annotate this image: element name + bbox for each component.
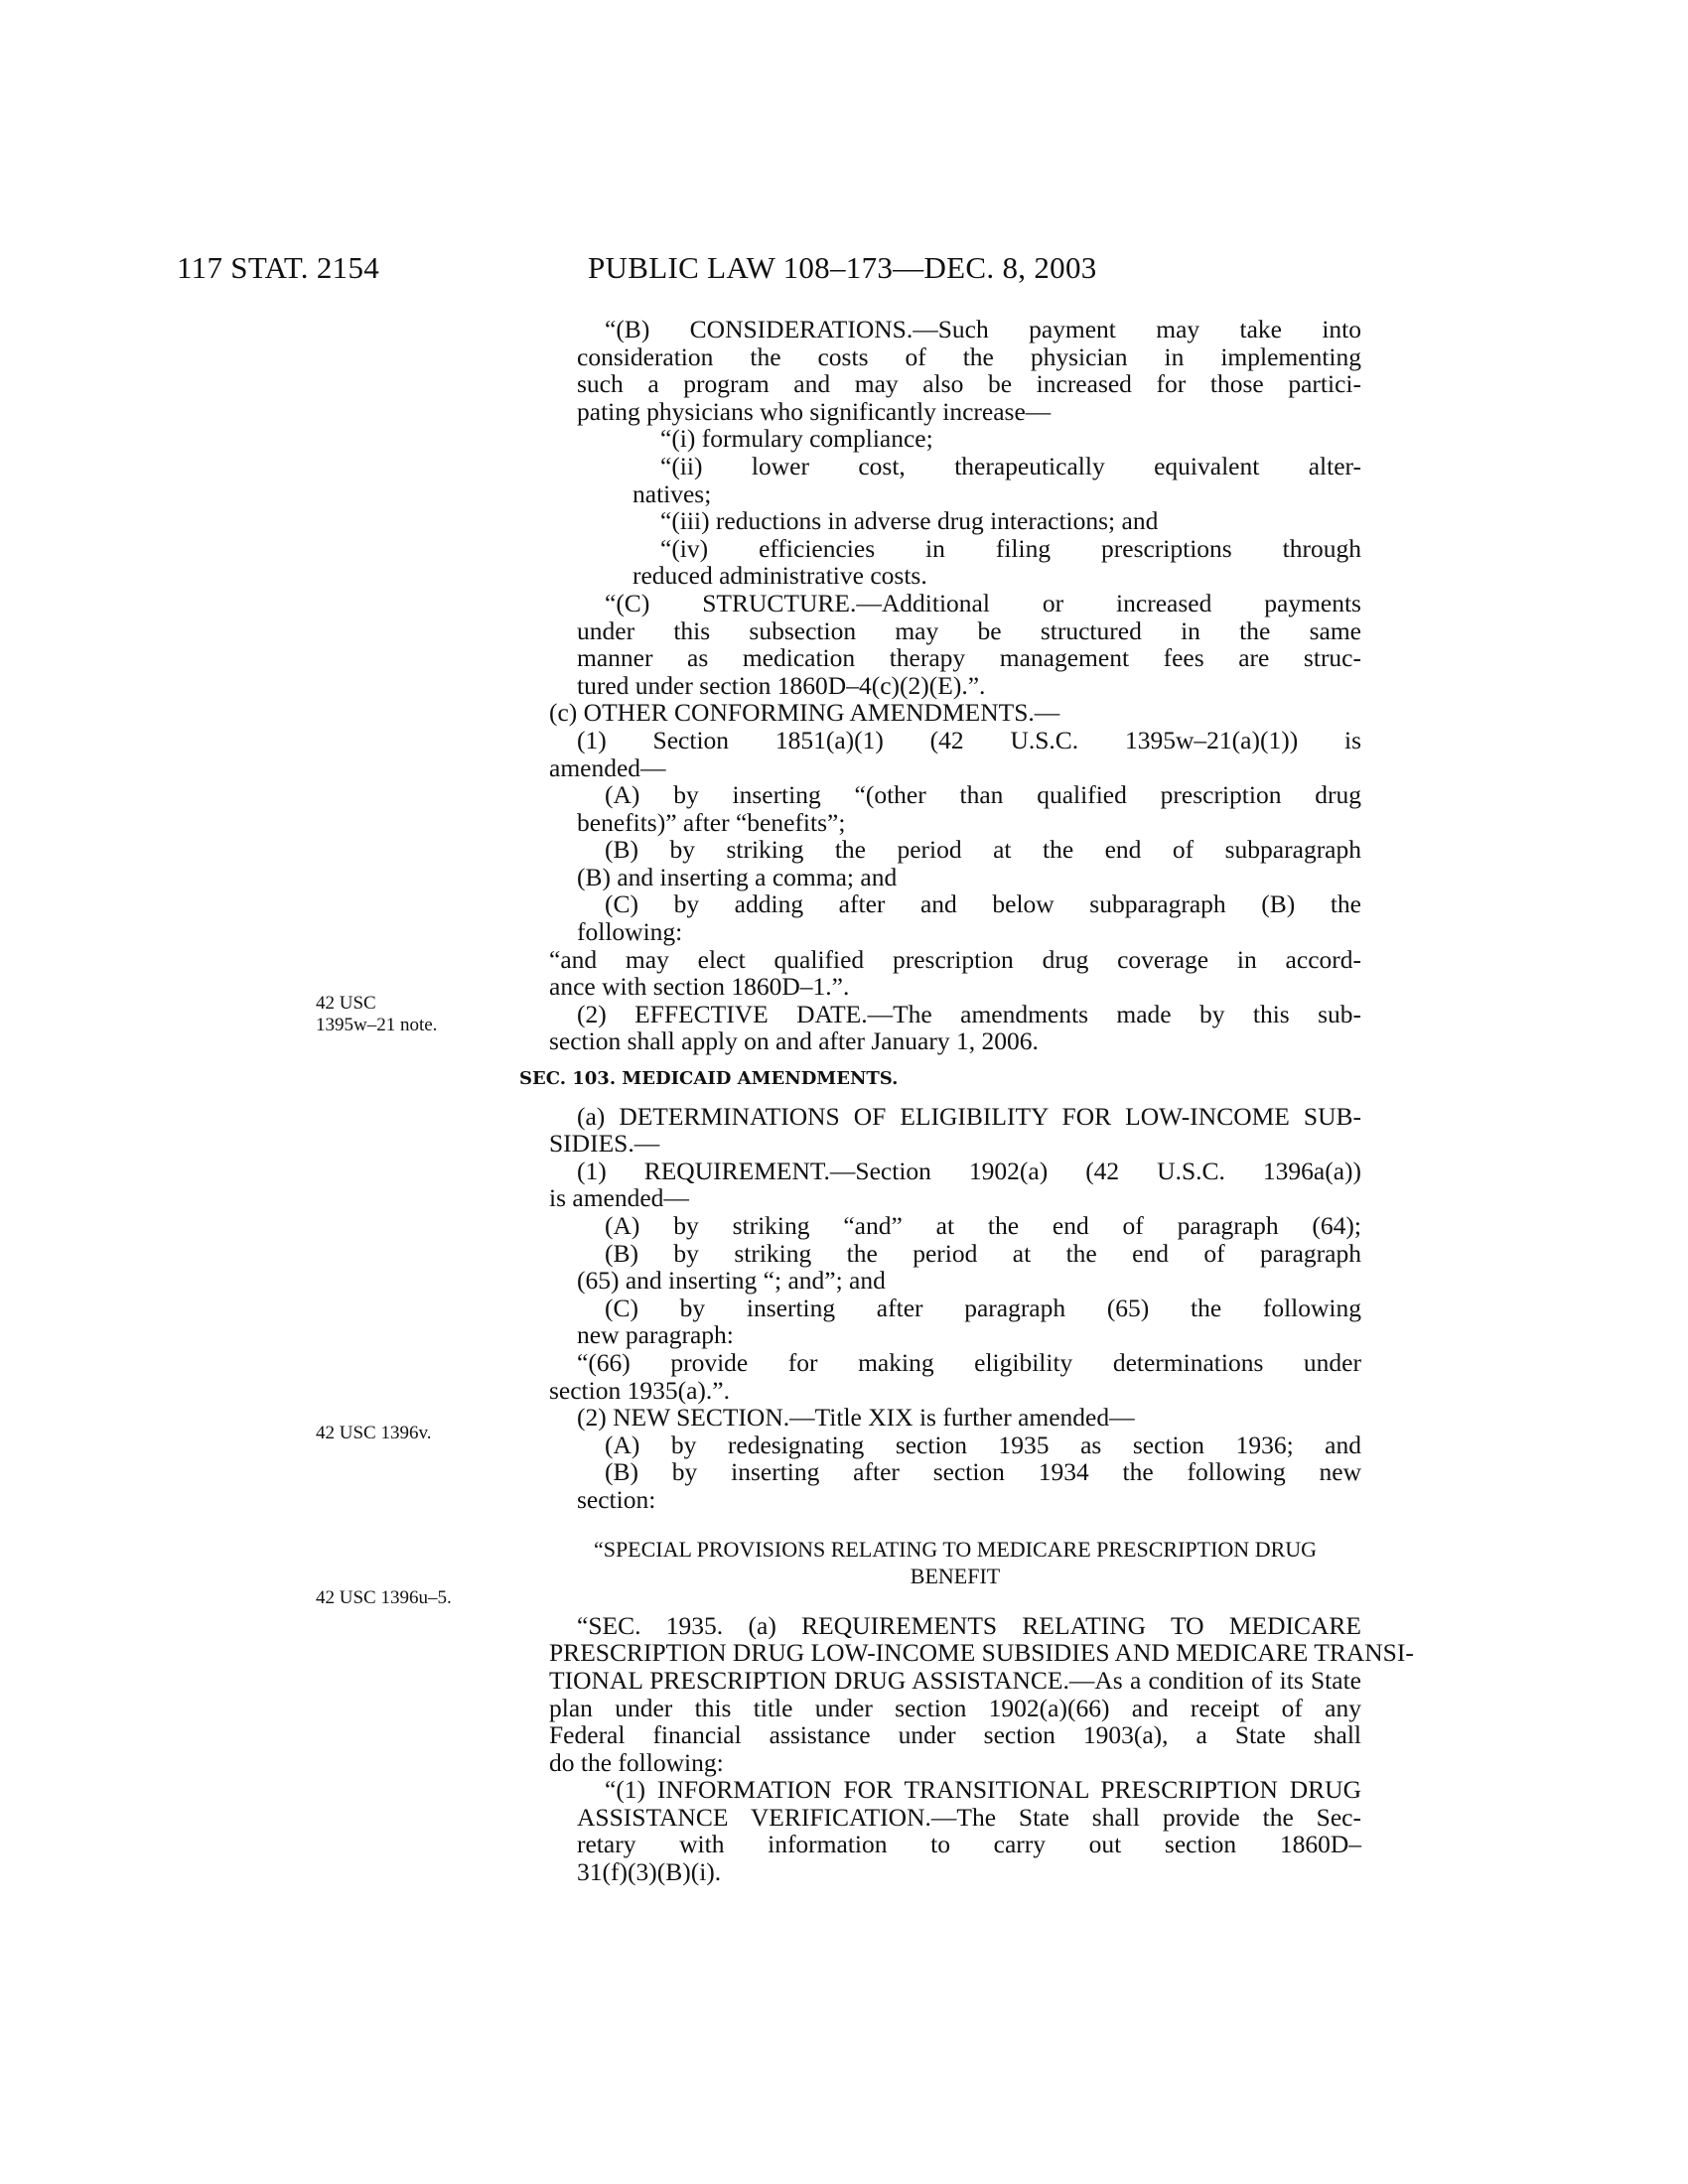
text-line: is amended— xyxy=(549,1183,689,1213)
text-line: Federal financial assistance under section 1903(a), a State shall xyxy=(549,1720,1361,1750)
text-line: SIDIES.— xyxy=(549,1129,660,1159)
text-line: new paragraph: xyxy=(577,1320,734,1350)
text-line: plan under this title under section 1902(a)(66) and receipt of any xyxy=(549,1693,1361,1722)
text-line: (B) by striking the period at the end of subparagraph xyxy=(605,835,1361,865)
text-line: (1) Section 1851(a)(1) (42 U.S.C. 1395w–21(a)(1)) is xyxy=(577,725,1361,754)
text-line: tured under section 1860D–4(c)(2)(E).”. xyxy=(577,670,986,700)
text-line: (1) REQUIREMENT.—Section 1902(a) (42 U.S.C. 1396a(a)) xyxy=(577,1156,1361,1185)
text-line: (A) by striking “and” at the end of paragraph (64); xyxy=(605,1211,1361,1240)
text-line: “and may elect qualified prescription drug coverage in accord- xyxy=(549,944,1361,974)
text-line: pating physicians who significantly increase— xyxy=(577,396,1052,426)
text-line: (B) and inserting a comma; and xyxy=(577,862,898,891)
text-line: ance with section 1860D–1.”. xyxy=(549,972,850,1002)
text-line: (C) by adding after and below subparagraph (B) the xyxy=(605,889,1361,919)
text-line: “(66) provide for making eligibility determinations under xyxy=(577,1347,1361,1377)
text-line: (2) EFFECTIVE DATE.—The amendments made by this sub- xyxy=(577,999,1361,1028)
text-line: (C) by inserting after paragraph (65) the following xyxy=(605,1293,1361,1322)
text-line: under this subsection may be structured in the same xyxy=(577,615,1361,645)
list-item: “(i) formulary compliance; xyxy=(660,424,933,454)
list-item: “(iii) reductions in adverse drug interactions; and xyxy=(660,506,1159,536)
special-provisions-heading-line2: BENEFIT xyxy=(910,1564,1001,1589)
margin-note-1396u5: 42 USC 1396u–5. xyxy=(316,1587,452,1608)
text-line: (a) DETERMINATIONS OF ELIGIBILITY FOR LOW-INCOME SUB- xyxy=(577,1101,1361,1131)
subsection-heading: (c) OTHER CONFORMING AMENDMENTS.— xyxy=(549,698,1060,728)
text-line: PRESCRIPTION DRUG LOW-INCOME SUBSIDIES AND MEDICARE TRANSI- xyxy=(549,1638,1414,1668)
text-line: (65) and inserting “; and”; and xyxy=(577,1266,886,1296)
text-line: section shall apply on and after January 1, 2006. xyxy=(549,1026,1039,1056)
text-line: benefits)” after “benefits”; xyxy=(577,807,846,837)
list-item: reduced administrative costs. xyxy=(633,561,927,591)
text-line: “(B) CONSIDERATIONS.—Such payment may take into xyxy=(605,315,1361,343)
section-heading: SEC. 103. MEDICAID AMENDMENTS. xyxy=(519,1068,899,1090)
text-line: consideration the costs of the physician in implementing xyxy=(577,341,1361,371)
text-line: TIONAL PRESCRIPTION DRUG ASSISTANCE.—As a condition of its State xyxy=(549,1665,1361,1695)
text-line: (B) by inserting after section 1934 the following new xyxy=(605,1457,1361,1487)
page-statute-number: 117 STAT. 2154 xyxy=(177,250,380,285)
text-line: “(1) INFORMATION FOR TRANSITIONAL PRESCRIPTION DRUG xyxy=(605,1775,1361,1805)
text-line: such a program and may also be increased for those partici- xyxy=(577,369,1361,399)
list-item: “(iv) efficiencies in filing prescriptions through xyxy=(660,533,1361,563)
running-header: PUBLIC LAW 108–173—DEC. 8, 2003 xyxy=(588,250,1097,285)
text-line: ASSISTANCE VERIFICATION.—The State shall provide the Sec- xyxy=(577,1802,1361,1832)
text-line: “(C) STRUCTURE.—Additional or increased payments xyxy=(605,588,1361,617)
text-line: (2) NEW SECTION.—Title XIX is further amended— xyxy=(577,1403,1135,1433)
text-line: section 1935(a).”. xyxy=(549,1375,730,1405)
text-line: 31(f)(3)(B)(i). xyxy=(577,1857,722,1887)
margin-note-1395w: 42 USC 1395w–21 note. xyxy=(316,993,438,1035)
text-line: retary with information to carry out section 1860D– xyxy=(577,1830,1361,1859)
text-line: (B) by striking the period at the end of paragraph xyxy=(605,1238,1361,1268)
list-item: natives; xyxy=(633,478,712,508)
text-line: following: xyxy=(577,917,683,947)
text-line: “SEC. 1935. (a) REQUIREMENTS RELATING TO MEDICARE xyxy=(577,1610,1361,1640)
text-line: (A) by redesignating section 1935 as section 1936; and xyxy=(605,1430,1361,1459)
margin-note-1396v: 42 USC 1396v. xyxy=(316,1423,432,1443)
text-line: section: xyxy=(577,1484,656,1514)
text-line: amended— xyxy=(549,752,666,782)
list-item: “(ii) lower cost, therapeutically equivalent alter- xyxy=(660,451,1361,480)
text-line: (A) by inserting “(other than qualified prescription drug xyxy=(605,780,1361,810)
body-text xyxy=(519,315,1414,1887)
special-provisions-heading: “SPECIAL PROVISIONS RELATING TO MEDICARE PRESCRIPTION DRUG xyxy=(593,1536,1318,1562)
text-line: do the following: xyxy=(549,1747,724,1777)
text-line: manner as medication therapy management fees are struc- xyxy=(577,643,1361,673)
